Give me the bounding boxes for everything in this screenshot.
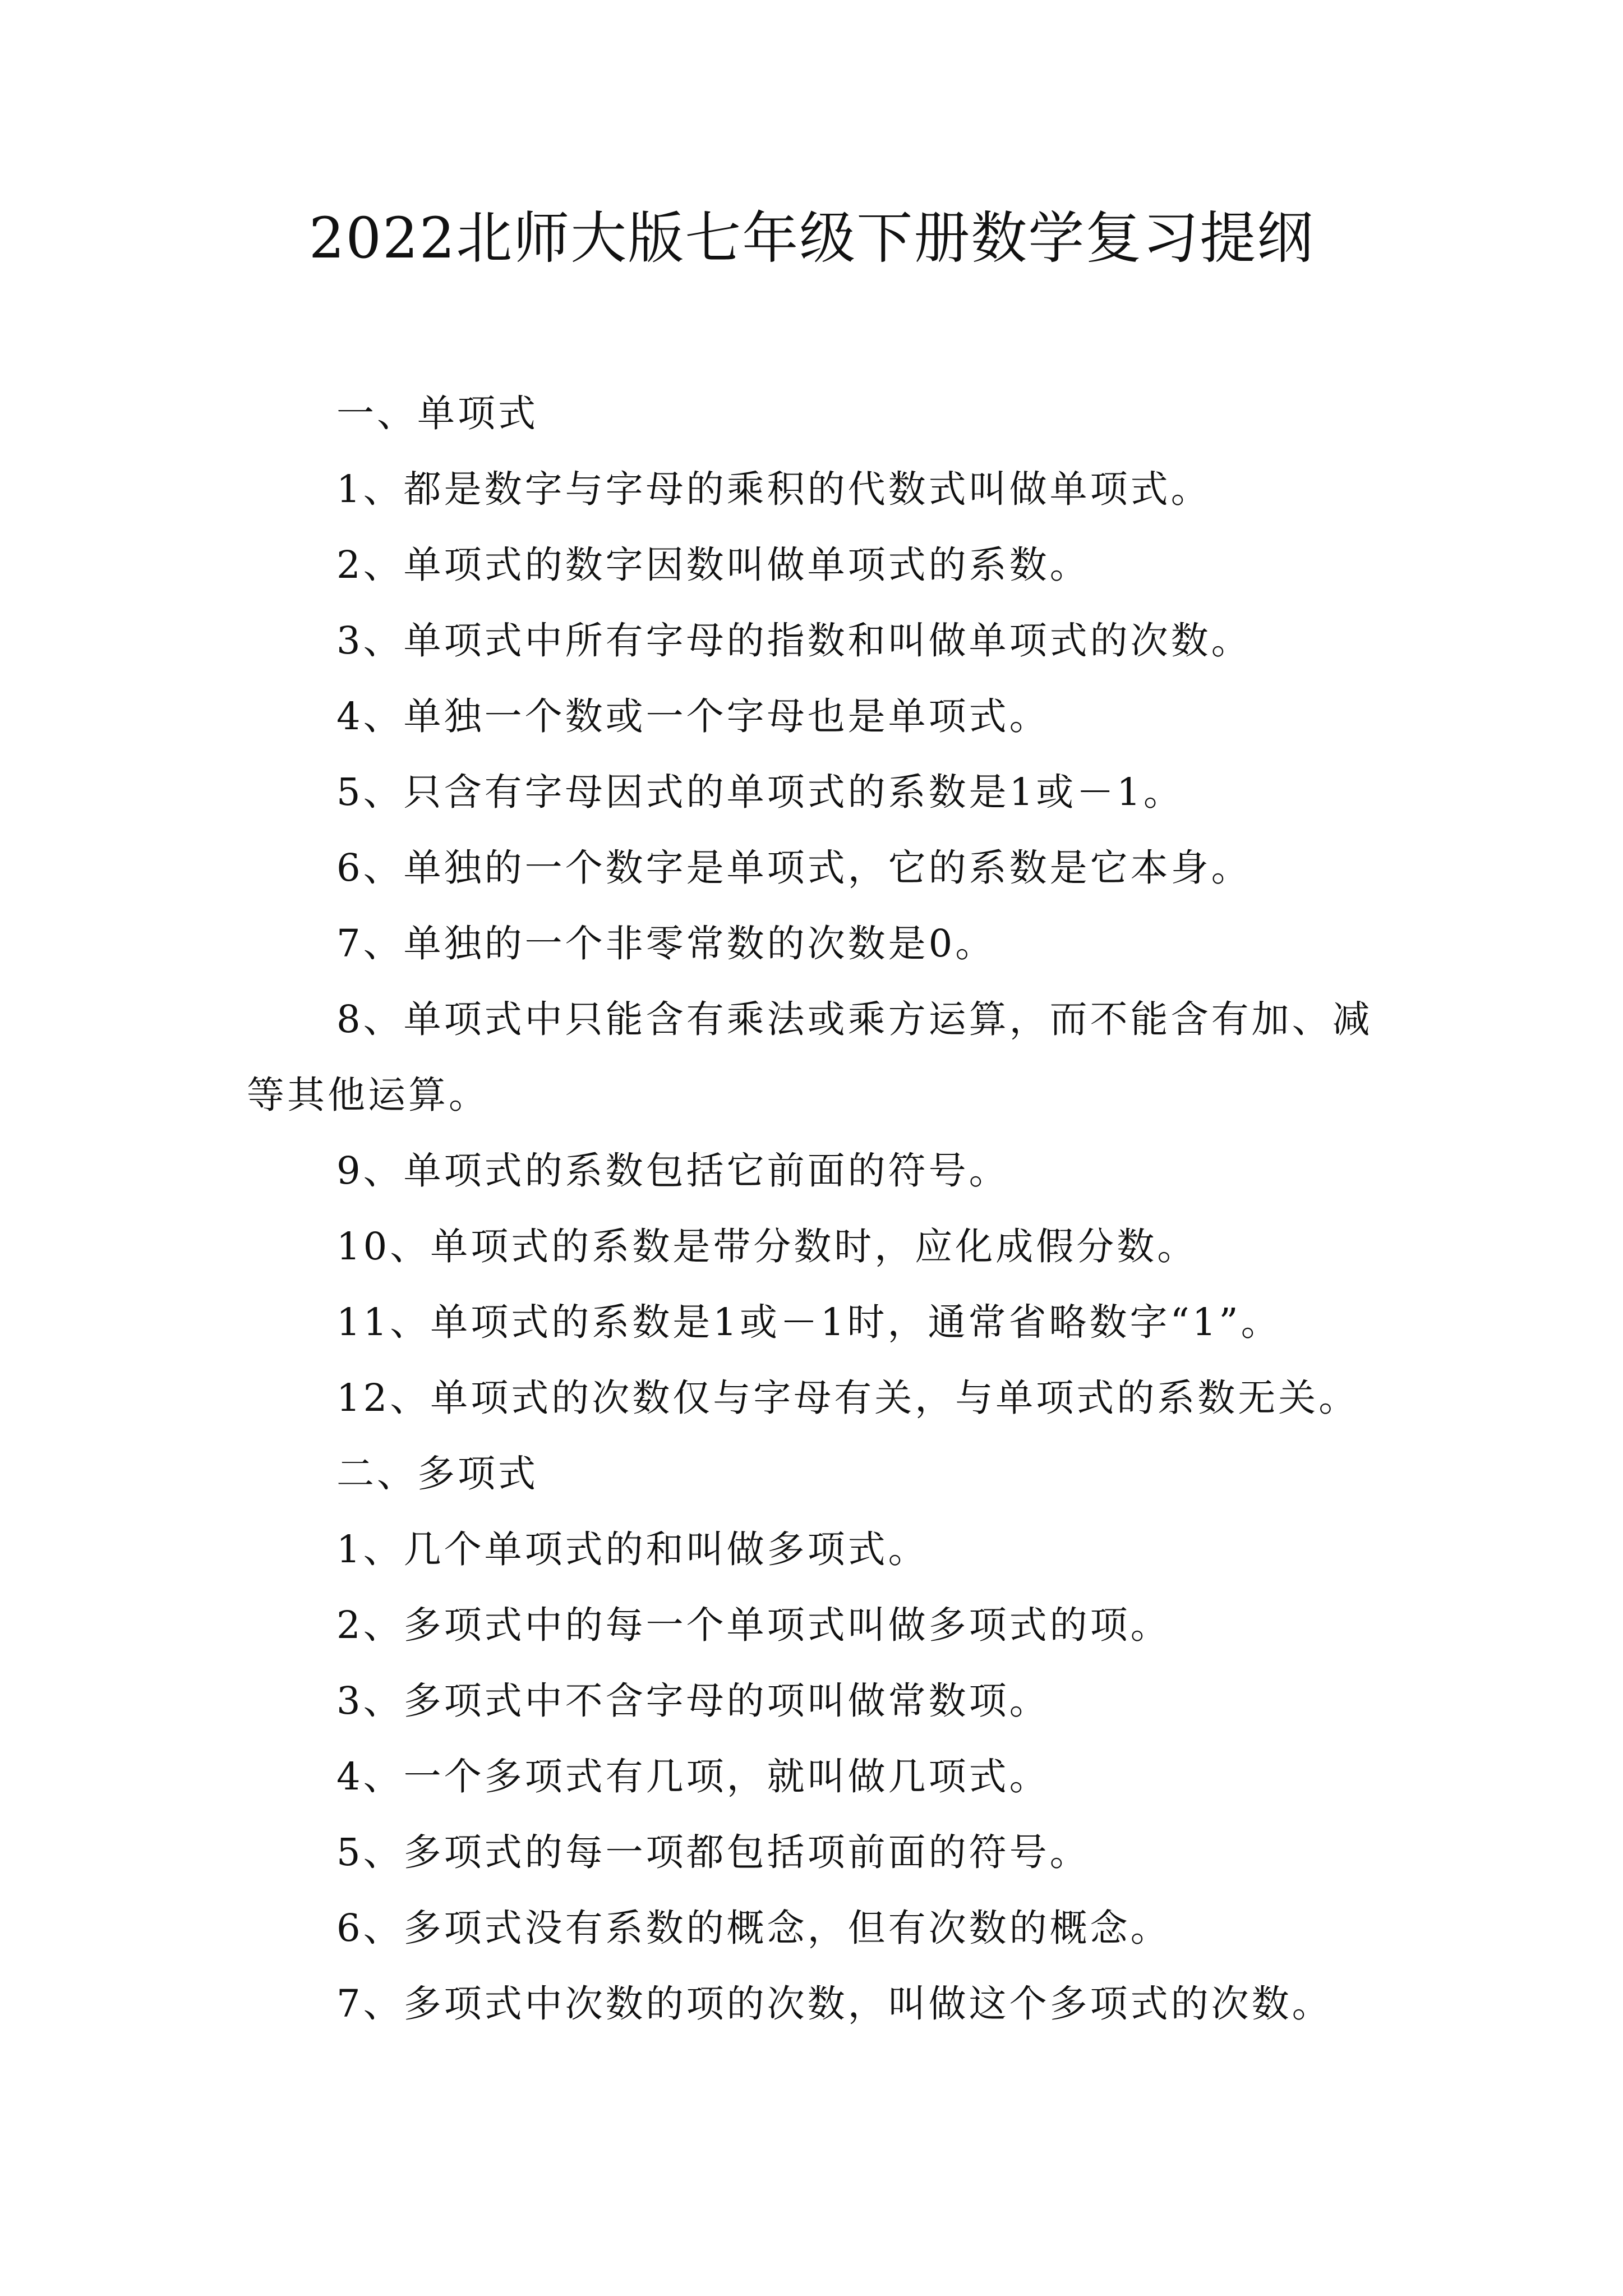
paragraph: 8、单项式中只能含有乘法或乘方运算，而不能含有加、减等其他运算。 bbox=[247, 997, 1373, 1117]
paragraph: 5、只含有字母因式的单项式的系数是1或－1。 bbox=[336, 770, 1184, 814]
paragraph: 7、单独的一个非零常数的次数是0。 bbox=[336, 922, 996, 965]
paragraph: 10、单项式的系数是带分数时，应化成假分数。 bbox=[336, 1225, 1198, 1268]
paragraph: 12、单项式的次数仅与字母有关，与单项式的系数无关。 bbox=[336, 1376, 1359, 1420]
paragraph: 4、单独一个数或一个字母也是单项式。 bbox=[336, 694, 1050, 738]
document-body bbox=[247, 376, 1391, 2042]
paragraph: 2、单项式的数字因数叫做单项式的系数。 bbox=[336, 543, 1090, 587]
paragraph: 7、多项式中次数的项的次数，叫做这个多项式的次数。 bbox=[336, 1982, 1332, 2026]
paragraph: 9、单项式的系数包括它前面的符号。 bbox=[336, 1149, 1009, 1193]
paragraph: 4、一个多项式有几项，就叫做几项式。 bbox=[336, 1755, 1050, 1798]
paragraph: 6、多项式没有系数的概念，但有次数的概念。 bbox=[336, 1906, 1171, 1950]
paragraph: 6、单独的一个数字是单项式，它的系数是它本身。 bbox=[336, 846, 1252, 890]
paragraph: 1、都是数字与字母的乘积的代数式叫做单项式。 bbox=[336, 467, 1211, 511]
paragraph: 3、单项式中所有字母的指数和叫做单项式的次数。 bbox=[336, 619, 1252, 662]
section-heading-monomial: 一、单项式 bbox=[336, 392, 538, 435]
paragraph: 1、几个单项式的和叫做多项式。 bbox=[336, 1527, 929, 1571]
paragraph: 11、单项式的系数是1或－1时，通常省略数字“1”。 bbox=[336, 1300, 1281, 1344]
section-heading-polynomial: 二、多项式 bbox=[336, 1452, 538, 1496]
paragraph: 5、多项式的每一项都包括项前面的符号。 bbox=[336, 1830, 1090, 1874]
paragraph: 2、多项式中的每一个单项式叫做多项式的项。 bbox=[336, 1603, 1171, 1647]
paragraph: 3、多项式中不含字母的项叫做常数项。 bbox=[336, 1679, 1050, 1723]
document-title: 2022北师大版七年级下册数学复习提纲 bbox=[308, 205, 1315, 271]
